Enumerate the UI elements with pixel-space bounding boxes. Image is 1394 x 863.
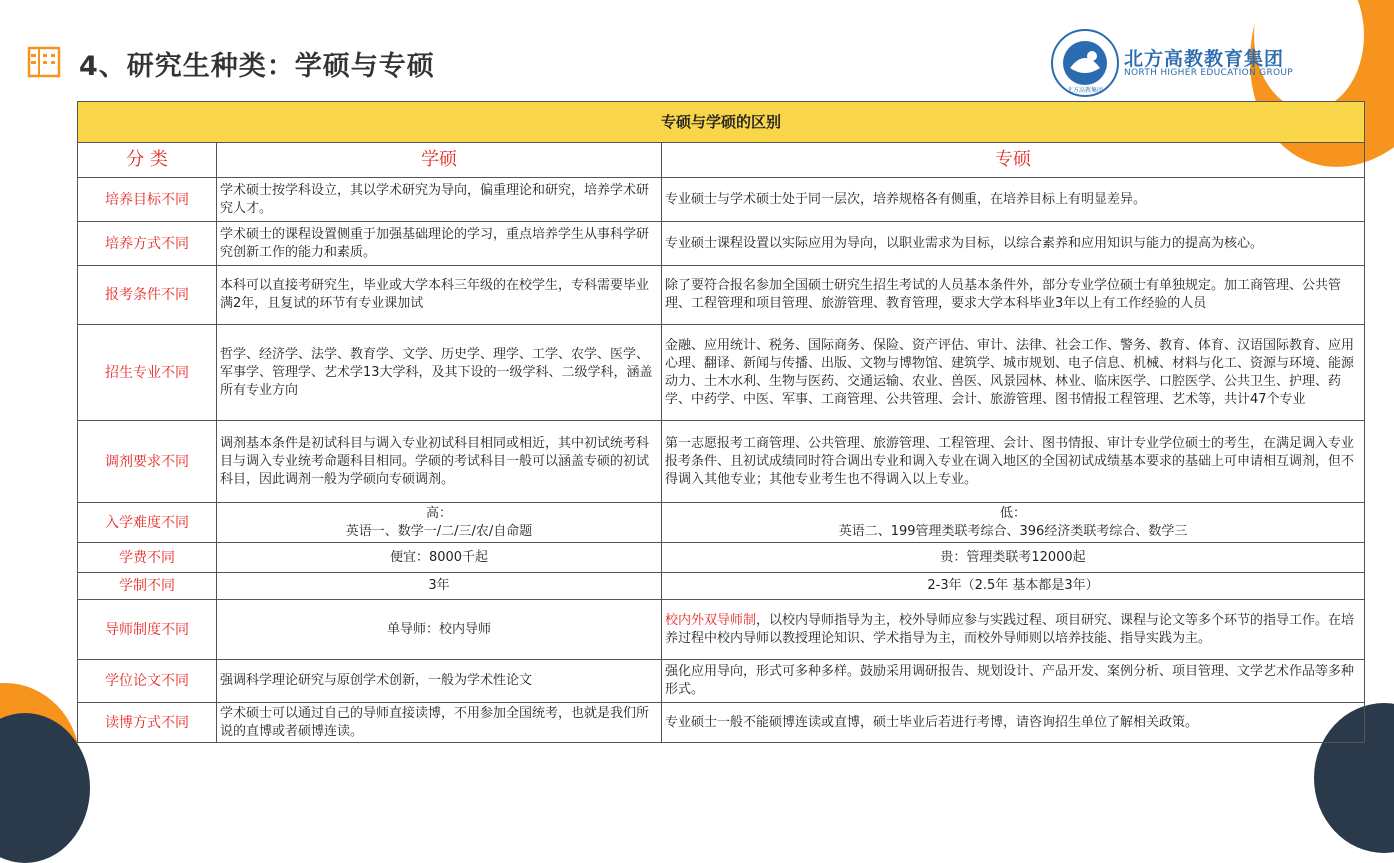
table-row bbox=[78, 222, 1365, 266]
row-academic: 便宜：8000千起 bbox=[217, 543, 662, 573]
row-category: 学费不同 bbox=[78, 543, 217, 573]
table-title: 专硕与学硕的区别 bbox=[78, 102, 1365, 143]
table-row bbox=[78, 600, 1365, 660]
row-professional: 第一志愿报考工商管理、公共管理、旅游管理、工程管理、会计、图书情报、审计专业学位硕士的考生，在满足调入专业报考条件、且初试成绩同时符合调出专业和调入专业在调入地区的全国初试成绩基本要求的基础上可申请相互调剂，但不得调入其他专业；其他专业考生也不得调入以上专业。 bbox=[662, 421, 1365, 503]
header-category: 分 类 bbox=[78, 143, 217, 178]
row-category: 学制不同 bbox=[78, 573, 217, 600]
difficulty-subjects: 英语二、199管理类联考综合、396经济类联考综合、数学三 bbox=[838, 523, 1188, 539]
row-academic: 学术硕士按学科设立，其以学术研究为导向，偏重理论和研究，培养学术研究人才。 bbox=[217, 178, 662, 222]
row-academic: 强调科学理论研究与原创学术创新，一般为学术性论文 bbox=[217, 660, 662, 703]
row-professional: 专业硕士一般不能硕博连读或直博，硕士毕业后若进行考博，请咨询招生单位了解相关政策。 bbox=[662, 703, 1365, 743]
table-title-row bbox=[78, 102, 1365, 143]
difficulty-subjects: 英语一、数学一/二/三/农/自命题 bbox=[345, 523, 533, 539]
row-academic bbox=[217, 503, 662, 543]
row-professional: 专业硕士课程设置以实际应用为导向，以职业需求为目标，以综合素养和应用知识与能力的提高为核心。 bbox=[662, 222, 1365, 266]
company-logo bbox=[1050, 28, 1120, 98]
header-professional: 专硕 bbox=[662, 143, 1365, 178]
logo-ring-text: 北方高教集团 bbox=[1066, 87, 1104, 94]
row-category: 导师制度不同 bbox=[78, 600, 217, 660]
table-row bbox=[78, 178, 1365, 222]
row-category: 入学难度不同 bbox=[78, 503, 217, 543]
difficulty-level: 低： bbox=[1000, 505, 1027, 521]
row-category: 培养方式不同 bbox=[78, 222, 217, 266]
row-category: 读博方式不同 bbox=[78, 703, 217, 743]
row-professional bbox=[662, 503, 1365, 543]
row-category: 学位论文不同 bbox=[78, 660, 217, 703]
building-icon bbox=[27, 46, 61, 78]
logo-name-en: NORTH HIGHER EDUCATION GROUP bbox=[1124, 68, 1294, 78]
row-professional: 专业硕士与学术硕士处于同一层次，培养规格各有侧重，在培养目标上有明显差异。 bbox=[662, 178, 1365, 222]
dual-mentor-highlight: 校内外双导师制 bbox=[665, 612, 757, 628]
row-professional: 强化应用导向，形式可多种多样。鼓励采用调研报告、规划设计、产品开发、案例分析、项目管理、文学艺术作品等多种形式。 bbox=[662, 660, 1365, 703]
table-row bbox=[78, 660, 1365, 703]
row-professional: 贵：管理类联考12000起 bbox=[662, 543, 1365, 573]
logo-name-cn: 北方高教教育集团 bbox=[1124, 48, 1285, 70]
table-header-row bbox=[78, 143, 1365, 178]
row-professional: 除了要符合报名参加全国硕士研究生招生考试的人员基本条件外，部分专业学位硕士有单独规定。加工商管理、公共管理、工程管理和项目管理、旅游管理、教育管理，要求大学本科毕业3年以上有工作经验的人员 bbox=[662, 266, 1365, 325]
table-row bbox=[78, 573, 1365, 600]
row-academic: 单导师：校内导师 bbox=[217, 600, 662, 660]
row-category: 招生专业不同 bbox=[78, 325, 217, 421]
row-category: 调剂要求不同 bbox=[78, 421, 217, 503]
table-row bbox=[78, 325, 1365, 421]
row-academic: 调剂基本条件是初试科目与调入专业初试科目相同或相近，其中初试统考科目与调入专业统考命题科目相同。学硕的考试科目一般可以涵盖专硕的初试科目，因此调剂一般为学硕向专硕调剂。 bbox=[217, 421, 662, 503]
row-category: 报考条件不同 bbox=[78, 266, 217, 325]
row-professional: 2-3年（2.5年 基本都是3年） bbox=[662, 573, 1365, 600]
row-academic: 3年 bbox=[217, 573, 662, 600]
mentor-description: ，以校内导师指导为主，校外导师应参与实践过程、项目研究、课程与论文等多个环节的指导工作。在培养过程中校内导师以教授理论知识、学术指导为主，而校外导师则以培养技能、指导实践为主。 bbox=[665, 612, 1355, 646]
row-category: 培养目标不同 bbox=[78, 178, 217, 222]
comparison-table bbox=[77, 101, 1365, 743]
row-academic: 哲学、经济学、法学、教育学、文学、历史学、理学、工学、农学、医学、军事学、管理学、艺术学13大学科，及其下设的一级学科、二级学科，涵盖所有专业方向 bbox=[217, 325, 662, 421]
comparison-table-wrapper bbox=[77, 101, 1364, 743]
row-academic: 学术硕士可以通过自己的导师直接读博，不用参加全国统考，也就是我们所说的直博或者硕博连读。 bbox=[217, 703, 662, 743]
table-row bbox=[78, 543, 1365, 573]
difficulty-level: 高： bbox=[425, 505, 452, 521]
row-professional: 金融、应用统计、税务、国际商务、保险、资产评估、审计、法律、社会工作、警务、教育、体育、汉语国际教育、应用心理、翻译、新闻与传播、出版、文物与博物馆、建筑学、城市规划、电子信息、机械、材料与化工、资源与环境、能源动力、土木水利、生物与医药、交通运输、农业、兽医、风景园林、林业、临床医学、口腔医学、公共卫生、护理、药学、中药学、中医、军事、工商管理、公共管理、会计、旅游管理、图书情报工程管理、艺术等，共计47个专业 bbox=[662, 325, 1365, 421]
row-academic: 学术硕士的课程设置侧重于加强基础理论的学习，重点培养学生从事科学研究创新工作的能力和素质。 bbox=[217, 222, 662, 266]
row-professional bbox=[662, 600, 1365, 660]
table-row bbox=[78, 421, 1365, 503]
table-row bbox=[78, 703, 1365, 743]
table-row bbox=[78, 266, 1365, 325]
row-academic: 本科可以直接考研究生，毕业或大学本科三年级的在校学生，专科需要毕业满2年，且复试的环节有专业课加试 bbox=[217, 266, 662, 325]
table-row bbox=[78, 503, 1365, 543]
header-academic: 学硕 bbox=[217, 143, 662, 178]
page-title: 4、研究生种类：学硕与专硕 bbox=[79, 51, 435, 82]
